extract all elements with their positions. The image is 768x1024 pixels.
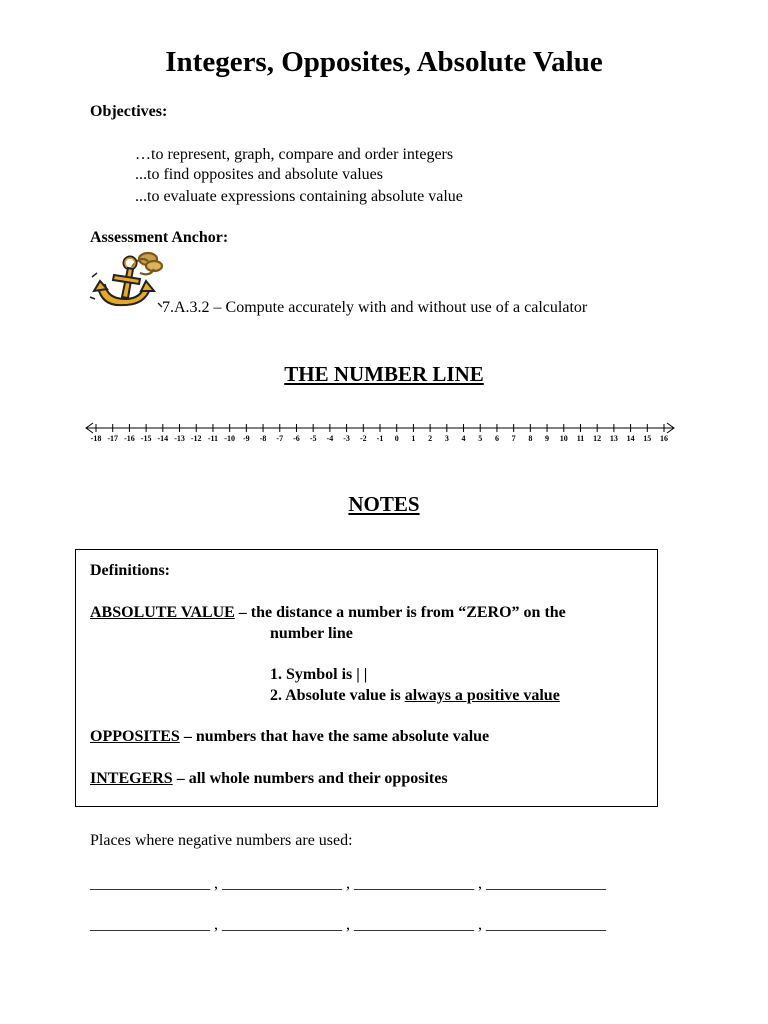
number-line-label: -16	[124, 434, 135, 443]
opposites-definition-text: – numbers that have the same absolute value	[179, 728, 490, 745]
number-line-label: -12	[190, 434, 202, 443]
notes-heading: NOTES	[348, 492, 420, 516]
number-line-label: 2	[428, 434, 433, 443]
absolute-value-positive-point	[270, 687, 560, 705]
number-line-label: -5	[309, 434, 317, 443]
integers-definition-text: – all whole numbers and their opposites	[172, 770, 448, 787]
places-prompt: Places where negative numbers are used:	[90, 832, 353, 849]
anchor-icon	[88, 247, 166, 317]
number-line-label: 7	[511, 434, 516, 443]
number-line-label: 10	[559, 434, 568, 443]
number-line-label: 9	[545, 434, 550, 443]
number-line-heading: THE NUMBER LINE	[284, 362, 484, 386]
assessment-anchor-heading: Assessment Anchor:	[90, 229, 229, 246]
number-line-label: 1	[411, 434, 416, 443]
number-line-label: 13	[609, 434, 618, 443]
number-line-label: 14	[626, 434, 635, 443]
opposites-definition	[90, 728, 489, 746]
objectives-heading: Objectives:	[90, 103, 168, 120]
number-line-label: -11	[207, 434, 219, 443]
number-line-label: -18	[90, 434, 102, 443]
number-line-label: -15	[140, 434, 152, 443]
number-line	[84, 418, 676, 448]
objective-item: ...to find opposites and absolute values	[135, 166, 383, 183]
number-line-label: -14	[157, 434, 169, 443]
number-line-label: 11	[576, 434, 585, 443]
number-line-label: 0	[394, 434, 399, 443]
number-line-label: -7	[276, 434, 284, 443]
number-line-label: -9	[243, 434, 250, 443]
positive-point-prefix: 2. Absolute value is	[270, 687, 405, 704]
page-title: Integers, Opposites, Absolute Value	[165, 46, 603, 78]
number-line-label: 12	[593, 434, 602, 443]
opposites-term: OPPOSITES	[90, 728, 180, 745]
integers-term: INTEGERS	[90, 770, 173, 787]
answer-blank-row[interactable]: _______________ , _______________ , _______________ , _______________	[90, 875, 606, 892]
objective-item: …to represent, graph, compare and order integers	[135, 146, 454, 163]
number-line-label: 16	[660, 434, 668, 443]
absolute-value-definition-text: – the distance a number is from “ZERO” on the	[234, 604, 566, 621]
number-line-label: 4	[461, 434, 466, 443]
number-line-label: 3	[444, 434, 449, 443]
absolute-value-term: ABSOLUTE VALUE	[90, 604, 235, 621]
objective-item: ...to evaluate expressions containing absolute value	[135, 188, 463, 205]
number-line-label: -1	[376, 434, 384, 443]
answer-blank-row[interactable]: _______________ , _______________ , _______________ , _______________	[90, 916, 606, 933]
number-line-label: -17	[107, 434, 119, 443]
absolute-value-definition-continued: number line	[270, 625, 353, 642]
number-line-label: 6	[494, 434, 499, 443]
number-line-label: -13	[174, 434, 185, 443]
positive-point-emphasis: always a positive value	[404, 687, 560, 704]
number-line-label: -3	[343, 434, 350, 443]
definitions-box	[75, 549, 658, 807]
assessment-standard-text: 7.A.3.2 – Compute accurately with and without use of a calculator	[162, 299, 588, 316]
number-line-label: 15	[643, 434, 652, 443]
number-line-label: -8	[259, 434, 267, 443]
absolute-value-symbol-point: 1. Symbol is | |	[270, 666, 368, 683]
number-line-label: -10	[224, 434, 235, 443]
integers-definition	[90, 770, 448, 788]
number-line-label: 8	[528, 434, 533, 443]
number-line-label: -4	[326, 434, 334, 443]
definitions-heading: Definitions:	[90, 562, 170, 579]
number-line-label: -2	[359, 434, 367, 443]
absolute-value-definition	[90, 604, 566, 622]
number-line-label: 5	[478, 434, 483, 443]
number-line-label: -6	[293, 434, 300, 443]
